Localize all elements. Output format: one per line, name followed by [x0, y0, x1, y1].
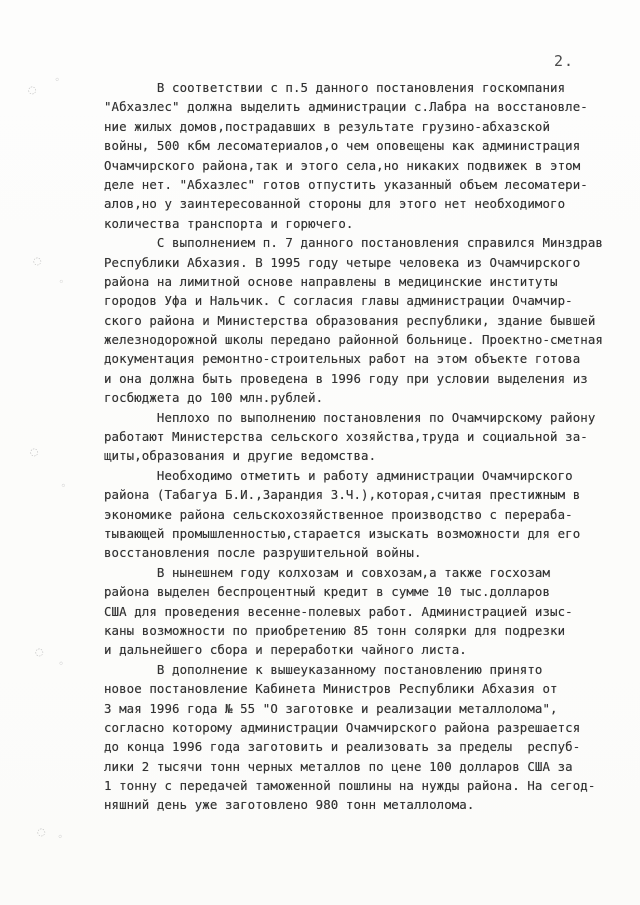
- text-line-3: ние жилых домов,пострадавших в результате грузино-абхазской: [104, 118, 551, 134]
- text-line-29: каны возможности по приобретению 85 тонн солярки для подрезки: [104, 622, 566, 638]
- text-line-16: и она должна быть проведена в 1996 году при условии выделения из: [104, 370, 588, 386]
- text-line-21: Необходимо отметить и работу администрации Очамчирского: [104, 467, 573, 483]
- page-number: 2.: [553, 52, 574, 70]
- text-line-18: Неплохо по выполнению постановления по Очамчирскому району: [104, 409, 596, 425]
- text-line-28: США для проведения весенне-полевых работ. Администрацией изыс-: [104, 603, 573, 619]
- text-line-5: Очамчирского района,так и этого села,но никаких подвижек в этом: [104, 157, 581, 173]
- text-line-14: железнодорожной школы передано районной больнице. Проектно-сметная: [104, 332, 603, 348]
- text-line-6: деле нет. "Абхазлес" готов отпустить указанный объем лесоматери-: [104, 176, 588, 192]
- document-body: [104, 78, 626, 815]
- margin-mark-icon: ◌: [32, 255, 43, 268]
- text-line-27: района выделен беспроцентный кредит в сумме 10 тыс.долларов: [104, 584, 551, 600]
- text-line-1: В соответствии с п.5 данного постановления госкомпания: [104, 80, 566, 95]
- margin-mark-icon: ◦: [59, 480, 67, 493]
- text-line-10: Республики Абхазия. В 1995 году четыре человека из Очамчирского: [104, 254, 581, 270]
- margin-mark-icon: ◌: [36, 826, 47, 839]
- text-line-19: работают Министерства сельского хозяйства,труда и социальной за-: [104, 429, 588, 445]
- margin-mark-icon: ◦: [53, 74, 61, 87]
- margin-mark-icon: ◌: [34, 646, 45, 659]
- text-line-20: щиты,образования и другие ведомства.: [104, 448, 377, 464]
- text-line-17: госбюджета до 100 млн.рублей.: [104, 390, 324, 406]
- text-line-2: "Абхазлес" должна выделить администрации с.Лабра на восстановле-: [104, 99, 588, 115]
- text-line-12: городов Уфа и Нальчик. С согласия главы администрации Очамчир-: [104, 293, 573, 309]
- text-line-30: и дальнейшего сбора и переработки чайного листа.: [104, 642, 467, 658]
- text-line-36: лики 2 тысячи тонн черных металлов по цене 100 долларов США за: [104, 758, 573, 774]
- text-line-24: тывающей промышленностью,старается изыскать возможности для его: [104, 525, 581, 541]
- text-line-11: района на лимитной основе направлены в медицинские институты: [104, 273, 558, 289]
- text-line-35: до конца 1996 года заготовить и реализовать за пределы респуб-: [104, 739, 581, 755]
- text-line-15: документация ремонтно-строительных работ на этом объекте готова: [104, 351, 581, 367]
- text-line-31: В дополнение к вышеуказанному постановлению принято: [104, 661, 543, 677]
- text-line-37: 1 тонну с передачей таможенной пошлины на нужды района. На сегод-: [104, 778, 596, 794]
- text-line-32: новое постановление Кабинета Министров Республики Абхазия от: [104, 681, 558, 697]
- left-margin-marks: [0, 0, 100, 905]
- text-line-13: ского района и Министерства образования республики, здание бывшей: [104, 312, 596, 328]
- margin-mark-icon: ◌: [26, 84, 38, 97]
- text-line-26: В нынешнем году колхозам и совхозам,а также госхозам: [104, 564, 551, 580]
- margin-mark-icon: ◦: [56, 831, 64, 844]
- margin-mark-icon: ◌: [29, 446, 40, 459]
- text-line-9: С выполнением п. 7 данного постановления справился Минздрав: [104, 235, 603, 251]
- text-line-34: согласно которому администрации Очамчирского района разрешается: [104, 719, 581, 735]
- margin-mark-icon: ◦: [57, 658, 65, 671]
- text-line-25: восстановления после разрушительной войны.: [104, 545, 422, 561]
- text-line-23: экономике района сельскохозяйственное производство с перераба-: [104, 506, 573, 522]
- text-line-4: войны, 500 кбм лесоматериалов,о чем оповещены как администрация: [104, 138, 581, 154]
- text-line-7: алов,но у заинтересованной стороны для этого нет необходимого: [104, 196, 566, 212]
- text-line-33: 3 мая 1996 года № 55 "О заготовке и реализации металлолома",: [104, 700, 558, 716]
- text-line-8: количества транспорта и горючего.: [104, 215, 354, 231]
- text-line-38: няшний день уже заготовлено 980 тонн металлолома.: [104, 797, 475, 813]
- margin-mark-icon: ◦: [57, 276, 66, 289]
- text-line-22: района (Табагуа Б.И.,Зарандия З.Ч.),которая,считая престижным в: [104, 487, 581, 503]
